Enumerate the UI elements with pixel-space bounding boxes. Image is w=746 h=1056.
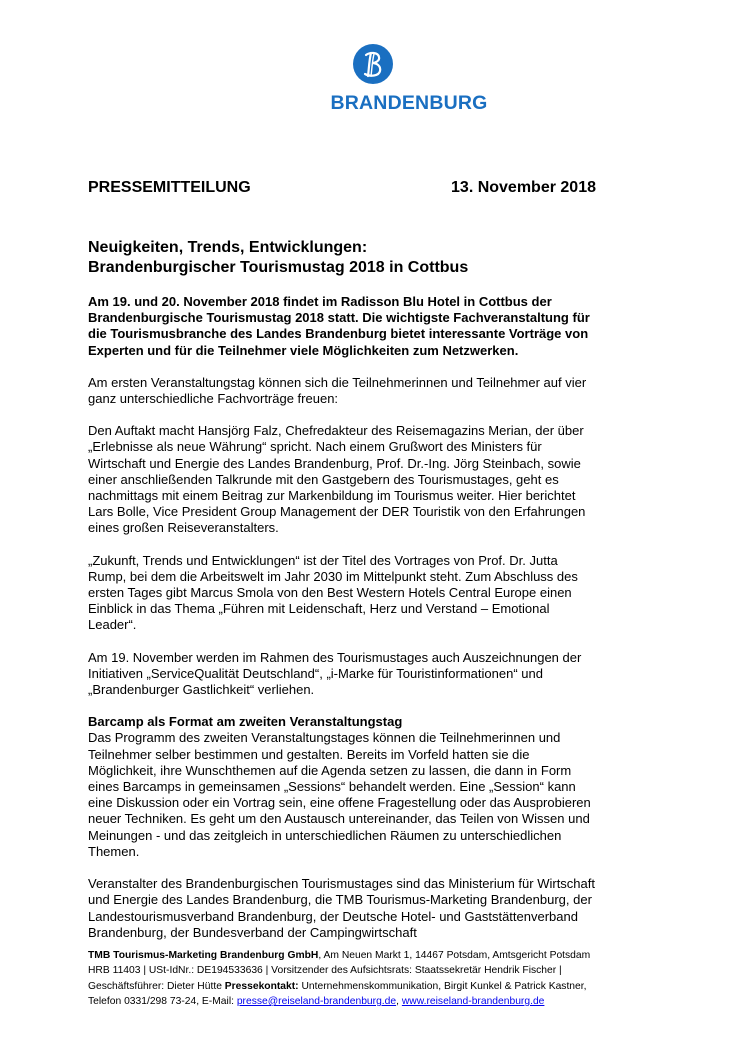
footer-press-text: Unternehmenskommunikation, Birgit Kunkel & Patrick Kastner, Telefon 0331/298 73-24, E-Mail: bbox=[88, 980, 587, 1007]
body-paragraph-1: Am ersten Veranstaltungstag können sich die Teilnehmerinnen und Teilnehmer auf vier ganz unterschiedliche Fachvorträge freuen: bbox=[88, 374, 587, 407]
footer-company: TMB Tourismus-Marketing Brandenburg GmbH bbox=[88, 950, 319, 961]
headline-line-1: Neuigkeiten, Trends, Entwicklungen: bbox=[88, 239, 368, 256]
document-type-label: PRESSEMITTEILUNG bbox=[88, 179, 251, 196]
body-paragraph-4: Am 19. November werden im Rahmen des Tourismustages auch Auszeichnungen der Initiativen „ServiceQualität Deutschland“, „i-Marke für Touristinformationen“ und „Brandenburger Gastlichkeit“ verliehen. bbox=[88, 649, 582, 698]
headline-line-2: Brandenburgischer Tourismustag 2018 in Cottbus bbox=[88, 259, 469, 276]
brandenburg-b-logo-icon bbox=[353, 44, 393, 84]
section-body: Das Programm des zweiten Veranstaltungstages können die Teilnehmerinnen und Teilnehmer selber bestimmen und gestalten. Bereits im Vorfeld hatten sie die Möglichkeit, ihre Wunschthemen auf die Agenda setzen zu lassen, die dann in Form eines Barcamps in gemeinsamen „Sessions“ behandelt werden. Eine „Session“ kann eine Diskussion oder ein Vortrag sein, eine offene Fragestellung oder das Ausprobieren neuer Techniken. Es geht um den Austausch untereinander, das Teilen von Wissen und Meinungen - und das zeitgleich in unterschiedlichen Räumen zu unterschiedlichen Themen. bbox=[88, 730, 591, 859]
footer-separator: , bbox=[396, 995, 399, 1007]
body-paragraph-3: „Zukunft, Trends und Entwicklungen“ ist der Titel des Vortrages von Prof. Dr. Jutta Rump, bei dem die Arbeitswelt im Jahr 2030 im Mittelpunkt steht. Zum Abschluss des ersten Tages gibt Marcus Smola von den Best Western Hotels Central Europe einen Einblick in das Thema „Führen mit Leidenschaft, Herz und Verstand – Emotional Leader“. bbox=[88, 552, 578, 633]
footer bbox=[88, 948, 608, 1009]
header-row bbox=[88, 178, 596, 198]
email-link[interactable]: presse@reiseland-brandenburg.de bbox=[236, 995, 397, 1007]
website-link[interactable]: www.reiseland-brandenburg.de bbox=[401, 995, 545, 1007]
barcamp-section bbox=[88, 714, 596, 860]
body-paragraph-2: Den Auftakt macht Hansjörg Falz, Chefredakteur des Reisemagazins Merian, der über „Erlebnisse als neue Währung“ spricht. Nach einem Grußwort des Ministers für Wirtschaft und Energie des Landes Brandenburg, Prof. Dr.-Ing. Jörg Steinbach, sowie einer anschließenden Talkrunde mit den Gastgebern des Tourismustages, geht es nachmittags mit einem Beitrag zur Markenbildung im Tourismus weiter. Hier berichtet Lars Bolle, Vice President Group Management der DER Touristik von den Erfahrungen eines großen Reiseveranstalters. bbox=[88, 423, 586, 536]
section-heading: Barcamp als Format am zweiten Veranstaltungstag bbox=[88, 714, 403, 730]
lead-paragraph: Am 19. und 20. November 2018 findet im Radisson Blu Hotel in Cottbus der Brandenburgische Tourismustag 2018 statt. Die wichtigste Fachveranstaltung für die Tourismusbranche des Landes Brandenburg bietet interessante Vorträge von Experten und für die Teilnehmer viele Möglichkeiten zum Netzwerken. bbox=[88, 294, 590, 358]
logo-wordmark: BRANDENBURG bbox=[330, 92, 488, 114]
headline bbox=[88, 238, 596, 278]
release-date: 13. November 2018 bbox=[451, 179, 596, 196]
footer-press-label: Pressekontakt: bbox=[224, 980, 299, 992]
footer-address: , Am Neuen Markt 1, 14467 Potsdam, Amtsgericht Potsdam HRB 11403 | USt-IdNr.: DE194533636 | Vorsitzender des Aufsichtsrats: Staatssekretär Hendrik Fischer | Geschäftsführer: Dieter Hütte bbox=[88, 950, 591, 992]
logo bbox=[0, 40, 746, 115]
press-release-body bbox=[88, 178, 596, 941]
closing-paragraph: Veranstalter des Brandenburgischen Tourismustages sind das Ministerium für Wirtschaft und Energie des Landes Brandenburg, die TMB Tourismus-Marketing Brandenburg, der Landestourismusverband Brandenburg, der Deutsche Hotel- und Gaststättenverband Brandenburg, der Bundesverband der Campingwirtschaft bbox=[88, 876, 595, 940]
